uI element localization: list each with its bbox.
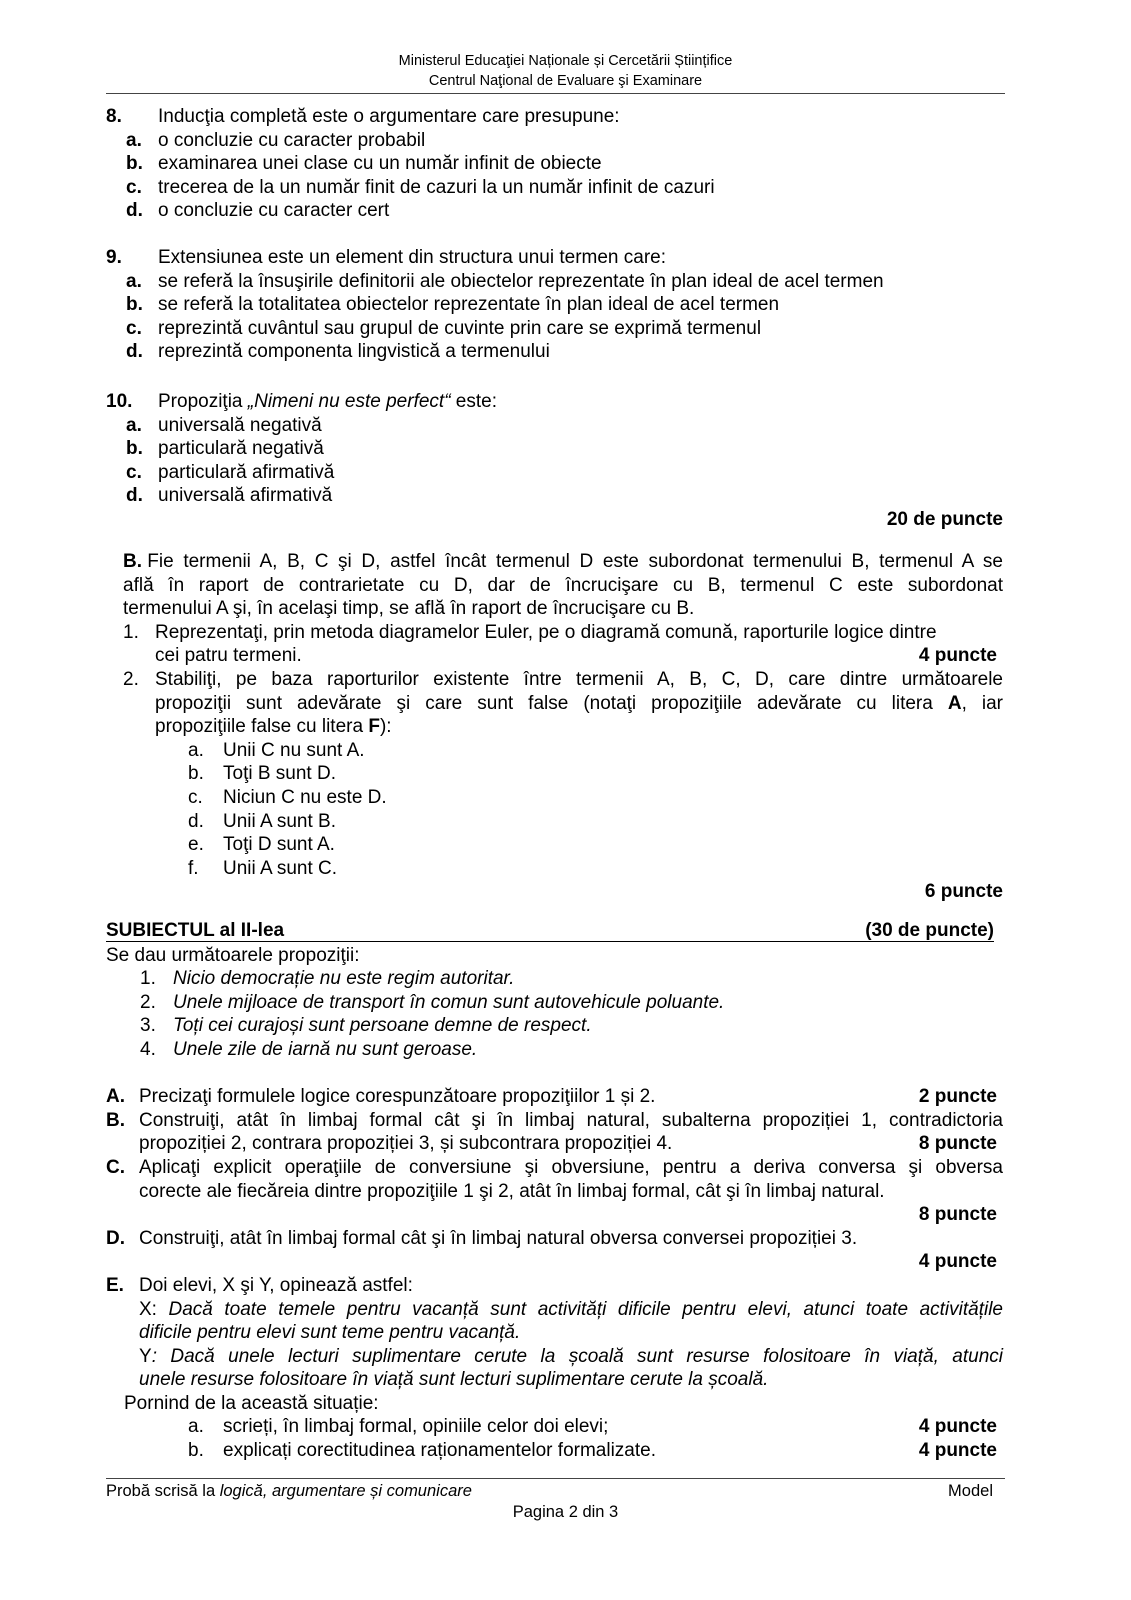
option xyxy=(106,293,1003,317)
question-number: 8. xyxy=(106,106,122,127)
task-points: 2 puncte xyxy=(918,1086,997,1108)
task-text: cei patru termeni. xyxy=(155,645,302,667)
option-text: universală afirmativă xyxy=(158,485,333,507)
subject-title: SUBIECTUL al II-lea xyxy=(106,920,285,941)
statement: c. Niciun C nu este D. xyxy=(188,786,387,808)
option-text: particulară afirmativă xyxy=(158,461,335,483)
option xyxy=(106,461,1003,485)
task-points: 4 puncte xyxy=(918,645,997,667)
opinion-y: Y: Dacă unele lecturi suplimentare cerute la școală sunt resurse folositoare în viață, atunci xyxy=(139,1345,1003,1367)
proposition: 2. Unele mijloace de transport în comun sunt autovehicule poluante. xyxy=(140,991,725,1013)
question-9 xyxy=(106,246,1003,364)
part-b-text: Fie termenii A, B, C şi D, astfel încât termenul D este subordonat termenului B, termenul A se xyxy=(147,551,1003,572)
statement: b. Toţi B sunt D. xyxy=(188,763,336,785)
part-b xyxy=(123,550,1003,904)
task-text: propoziţiile false cu litera F): xyxy=(155,716,392,738)
task-e: E. Doi elevi, X şi Y, opinează astfel: xyxy=(106,1274,413,1296)
option xyxy=(106,152,1003,176)
option xyxy=(106,199,1003,223)
question-stem: Extensiunea este un element din structura unui termen care: xyxy=(158,247,667,268)
option xyxy=(106,270,1003,294)
question-stem: Propoziţia „Nimeni nu este perfect“ este: xyxy=(158,391,498,412)
task-points: 8 puncte xyxy=(918,1133,997,1155)
task-points: 4 puncte xyxy=(918,1251,997,1273)
task-points: 8 puncte xyxy=(918,1204,997,1226)
footer xyxy=(106,1482,993,1501)
statement: d. Unii A sunt B. xyxy=(188,810,337,832)
subject-points: (30 de puncte) xyxy=(865,920,994,941)
footer-model: Model xyxy=(948,1482,993,1500)
question-number: 9. xyxy=(106,247,122,268)
task-number: 1. xyxy=(123,621,139,643)
opinion-x: X: Dacă toate temele pentru vacanță sunt activități dificile pentru elevi, atunci toate activitățile xyxy=(139,1298,1003,1320)
task-text: Stabiliţi, pe baza raporturilor existente între termenii A, B, C, D, care dintre următoarele xyxy=(155,668,1003,690)
task-d: D. Construiţi, atât în limbaj formal cât şi în limbaj natural obversa conversei propoziției 3. xyxy=(106,1227,858,1249)
option-text: examinarea unei clase cu un număr infinit de obiecte xyxy=(158,153,602,175)
part-label: B. xyxy=(123,551,142,572)
footer-rule xyxy=(106,1478,1005,1479)
option xyxy=(106,340,1003,364)
option-text: o concluzie cu caracter probabil xyxy=(158,129,426,151)
option-text: reprezintă cuvântul sau grupul de cuvinte prin care se exprimă termenul xyxy=(158,317,762,339)
task-lead: Pornind de la această situație: xyxy=(124,1392,379,1414)
part-b-text: află în raport de contrarietate cu D, dar de încrucişare cu B, termenul C este subordonat xyxy=(123,574,1003,596)
page-number: Pagina 2 din 3 xyxy=(512,1503,619,1521)
statement: f. Unii A sunt C. xyxy=(188,857,338,879)
option-text: trecerea de la un număr finit de cazuri la un număr infinit de cazuri xyxy=(158,176,715,198)
option-letter: b. xyxy=(126,438,143,460)
statement: a. Unii C nu sunt A. xyxy=(188,739,365,761)
task-a: A. Precizaţi formulele logice corespunzătoare propoziţiilor 1 și 2. 2 puncte xyxy=(106,1086,997,1108)
option-text: reprezintă componenta lingvistică a termenului xyxy=(158,341,550,363)
option-text: o concluzie cu caracter cert xyxy=(158,200,390,222)
option-letter: c. xyxy=(126,317,142,339)
question-stem: Inducţia completă este o argumentare care presupune: xyxy=(158,106,620,127)
option xyxy=(106,129,1003,153)
question-10 xyxy=(106,390,1003,532)
option-letter: b. xyxy=(126,153,143,175)
option-text: universală negativă xyxy=(158,414,322,436)
question-8 xyxy=(106,105,1003,223)
option-letter: a. xyxy=(126,414,142,436)
subtask: b. explicați corectitudinea raționamentelor formalizate. 4 puncte xyxy=(188,1440,997,1462)
question-number: 10. xyxy=(106,391,133,412)
task-b: B. Construiţi, atât în limbaj formal cât şi în limbaj natural, subalterna propoziției 1, contradictoria xyxy=(106,1109,1003,1131)
option-letter: d. xyxy=(126,485,143,507)
section-points: 6 puncte xyxy=(924,881,1003,903)
option xyxy=(106,317,1003,341)
section-points: 20 de puncte xyxy=(886,508,1003,530)
option xyxy=(106,484,1003,508)
task-text: propoziţii sunt adevărate şi care sunt false (notaţi propoziţiile adevărate cu litera A, iar xyxy=(155,692,1003,714)
header-center: Centrul Naţional de Evaluare şi Examinare xyxy=(428,73,703,89)
option xyxy=(106,414,1003,438)
option-text: particulară negativă xyxy=(158,438,324,460)
option-letter: a. xyxy=(126,270,142,292)
task-c: C. Aplicaţi explicit operaţiile de conversiune şi obversiune, pentru a deriva conversa şi obversa xyxy=(106,1156,1003,1178)
option-letter: d. xyxy=(126,341,143,363)
part-b-text: termenului A şi, în acelaşi timp, se află în raport de încrucişare cu B. xyxy=(123,598,695,620)
task-text: Reprezentaţi, prin metoda diagramelor Euler, pe o diagramă comună, raporturile logice dintre xyxy=(155,621,937,643)
option-text: se referă la însuşirile definitorii ale obiectelor reprezentate în plan ideal de acel termen xyxy=(158,270,884,292)
proposition: 1. Nicio democrație nu este regim autoritar. xyxy=(140,968,515,990)
proposition: 3. Toți cei curajoși sunt persoane demne de respect. xyxy=(140,1015,592,1037)
option-letter: c. xyxy=(126,461,142,483)
header-ministry: Ministerul Educaţiei Naționale și Cercetării Științifice xyxy=(398,53,733,69)
footer-exam: Probă scrisă la logică, argumentare și comunicare xyxy=(106,1482,472,1500)
option-letter: d. xyxy=(126,200,143,222)
option-letter: c. xyxy=(126,176,142,198)
proposition: 4. Unele zile de iarnă nu sunt geroase. xyxy=(140,1038,478,1060)
subject-2: SUBIECTUL al II-lea (30 de puncte) Se dau următoarele propoziţii: 1. Nicio democrație nu este regim autoritar. 2. Unele mijloace de transport în comun sunt autovehicule poluante. 3. Toți cei curajoși sunt persoane demne de respect. 4. Unele zile de iarnă nu sunt geroase. A. Precizaţi formulele logice corespunzătoare propoziţiilor 1 și 2. 2 puncte B. Construiţi, atât în limbaj formal cât şi în limbaj natural, subalterna propoziției 1, contradictoria propoziției 2, contrara propoziției 3, și subcontrara propoziției 4. 8 puncte C. Aplicaţi explicit operaţiile de conversiune şi obversiune, pentru a deriva conversa şi obversa corecte ale fiecăreia dintre propoziţiile 1 şi 2, atât în limbaj formal, cât şi în limbaj natural. 8 puncte D. Construiţi, atât în limbaj formal cât şi în limbaj natural obversa conversei propoziției 3. 4 puncte E. Doi elevi, X şi Y, opinează astfel: X: Dacă toate temele pentru vacanță sunt activități dificile pentru elevi, atunci toate activitățile dificile pentru elevi sunt teme pentru vacanță. Y: Dacă unele lecturi suplimentare cerute la școală sunt resurse folositoare în viață, atunci unele resurse folositoare în viață sunt lecturi suplimentare cerute la școală. Pornind de la această situație: a. scrieți, în limbaj formal, opiniile celor doi elevi; 4 puncte b. explicați corectitudinea raționamentelor formalizate. 4 puncte xyxy=(106,920,1003,1462)
option-letter: b. xyxy=(126,294,143,316)
option xyxy=(106,437,1003,461)
subject-intro: Se dau următoarele propoziţii: xyxy=(106,944,360,966)
option xyxy=(106,176,1003,200)
subtask: a. scrieți, în limbaj formal, opiniile celor doi elevi; 4 puncte xyxy=(188,1416,997,1438)
task-number: 2. xyxy=(123,668,139,690)
statement: e. Toţi D sunt A. xyxy=(188,834,335,856)
header-rule xyxy=(106,93,1005,94)
option-text: se referă la totalitatea obiectelor reprezentate în plan ideal de acel termen xyxy=(158,294,780,316)
option-letter: a. xyxy=(126,129,142,151)
